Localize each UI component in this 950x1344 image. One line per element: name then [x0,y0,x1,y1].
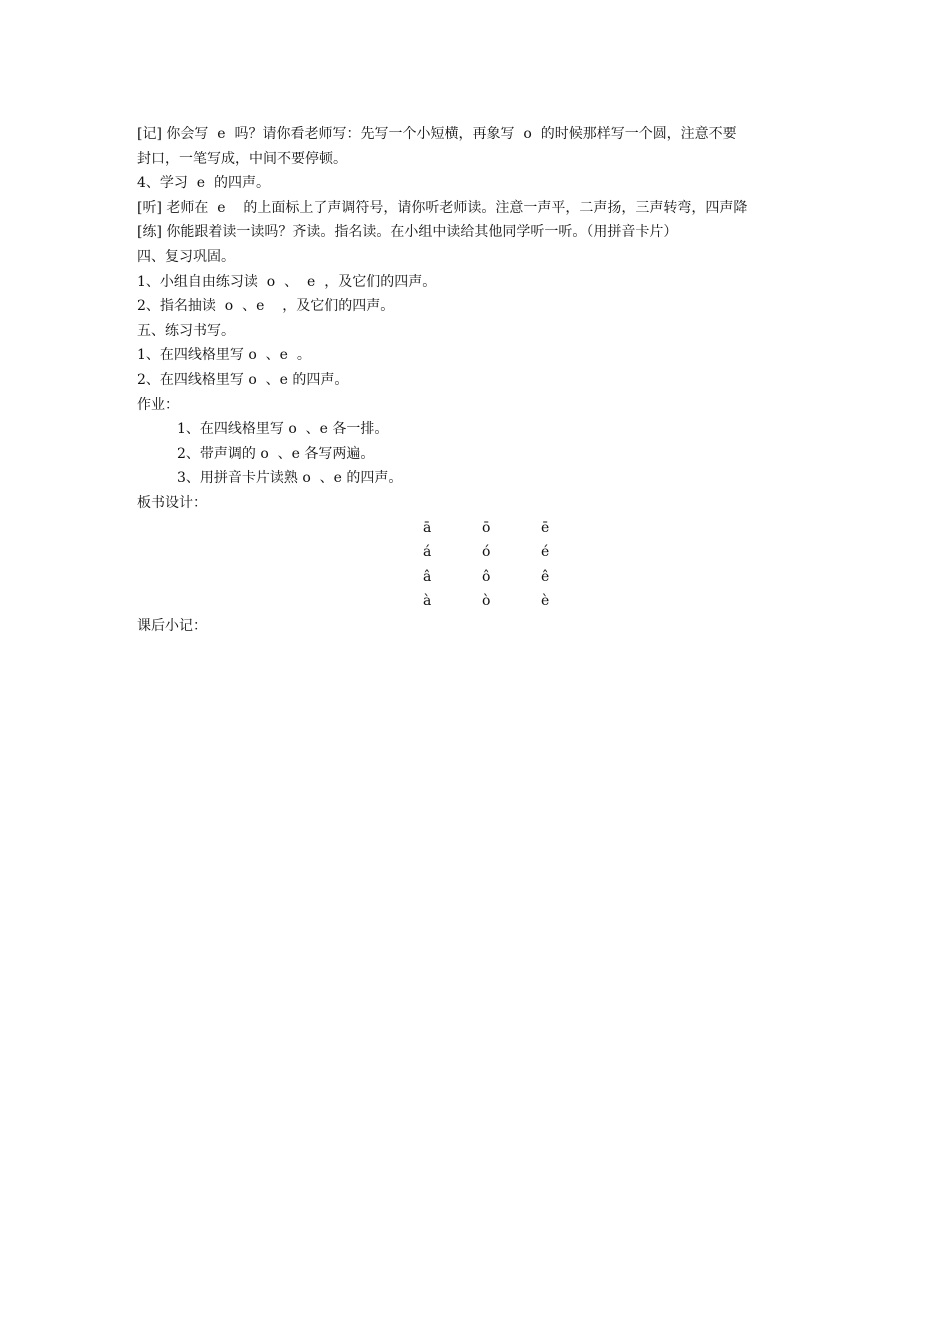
homework-item: 1、在四线格里写 o 、e 各一排。 [177,421,389,438]
section-heading: 四、复习巩固。 [137,248,235,265]
text-line: 2、在四线格里写 o 、e 的四声。 [137,371,349,388]
pinyin-cell: ē [541,519,550,536]
text-line: 2、指名抽读 o 、e ，及它们的四声。 [137,298,395,315]
pinyin-cell: é [541,544,550,561]
text-line: [练] 你能跟着读一读吗？齐读。指名读。在小组中读给其他同学听一听。（用拼音卡片） [137,224,678,241]
text-line: 封口，一笔写成，中间不要停顿。 [137,150,347,167]
pinyin-cell: ê [541,568,550,585]
text-line: 1、在四线格里写 o 、e 。 [137,347,311,364]
pinyin-cell: ō [482,519,491,536]
board-design-heading: 板书设计： [137,494,207,511]
board-design-table [137,516,842,614]
text-line: 1、小组自由练习读 o 、 e ，及它们的四声。 [137,273,437,290]
pinyin-cell: â [423,568,432,585]
after-class-note-heading: 课后小记： [137,617,207,634]
homework-item: 2、带声调的 o 、e 各写两遍。 [177,445,375,462]
text-line: 4、学习 e 的四声。 [137,175,270,192]
document-body [137,122,842,638]
section-heading: 五、练习书写。 [137,322,235,339]
pinyin-cell: è [541,593,550,610]
pinyin-cell: ò [482,593,491,610]
pinyin-cell: á [423,544,432,561]
pinyin-cell: ó [482,544,491,561]
homework-item: 3、用拼音卡片读熟 o 、e 的四声。 [177,470,403,487]
homework-heading: 作业： [137,396,179,413]
text-line: [记] 你会写 e 吗？请你看老师写：先写一个小短横，再象写 o 的时候那样写一个圆，注意不要 [137,126,737,142]
text-line: [听] 老师在 e 的上面标上了声调符号，请你听老师读。注意一声平，二声扬，三声转弯，四声降 [137,199,748,216]
pinyin-cell: ā [423,519,432,536]
pinyin-cell: ô [482,568,491,585]
pinyin-cell: à [423,593,432,610]
